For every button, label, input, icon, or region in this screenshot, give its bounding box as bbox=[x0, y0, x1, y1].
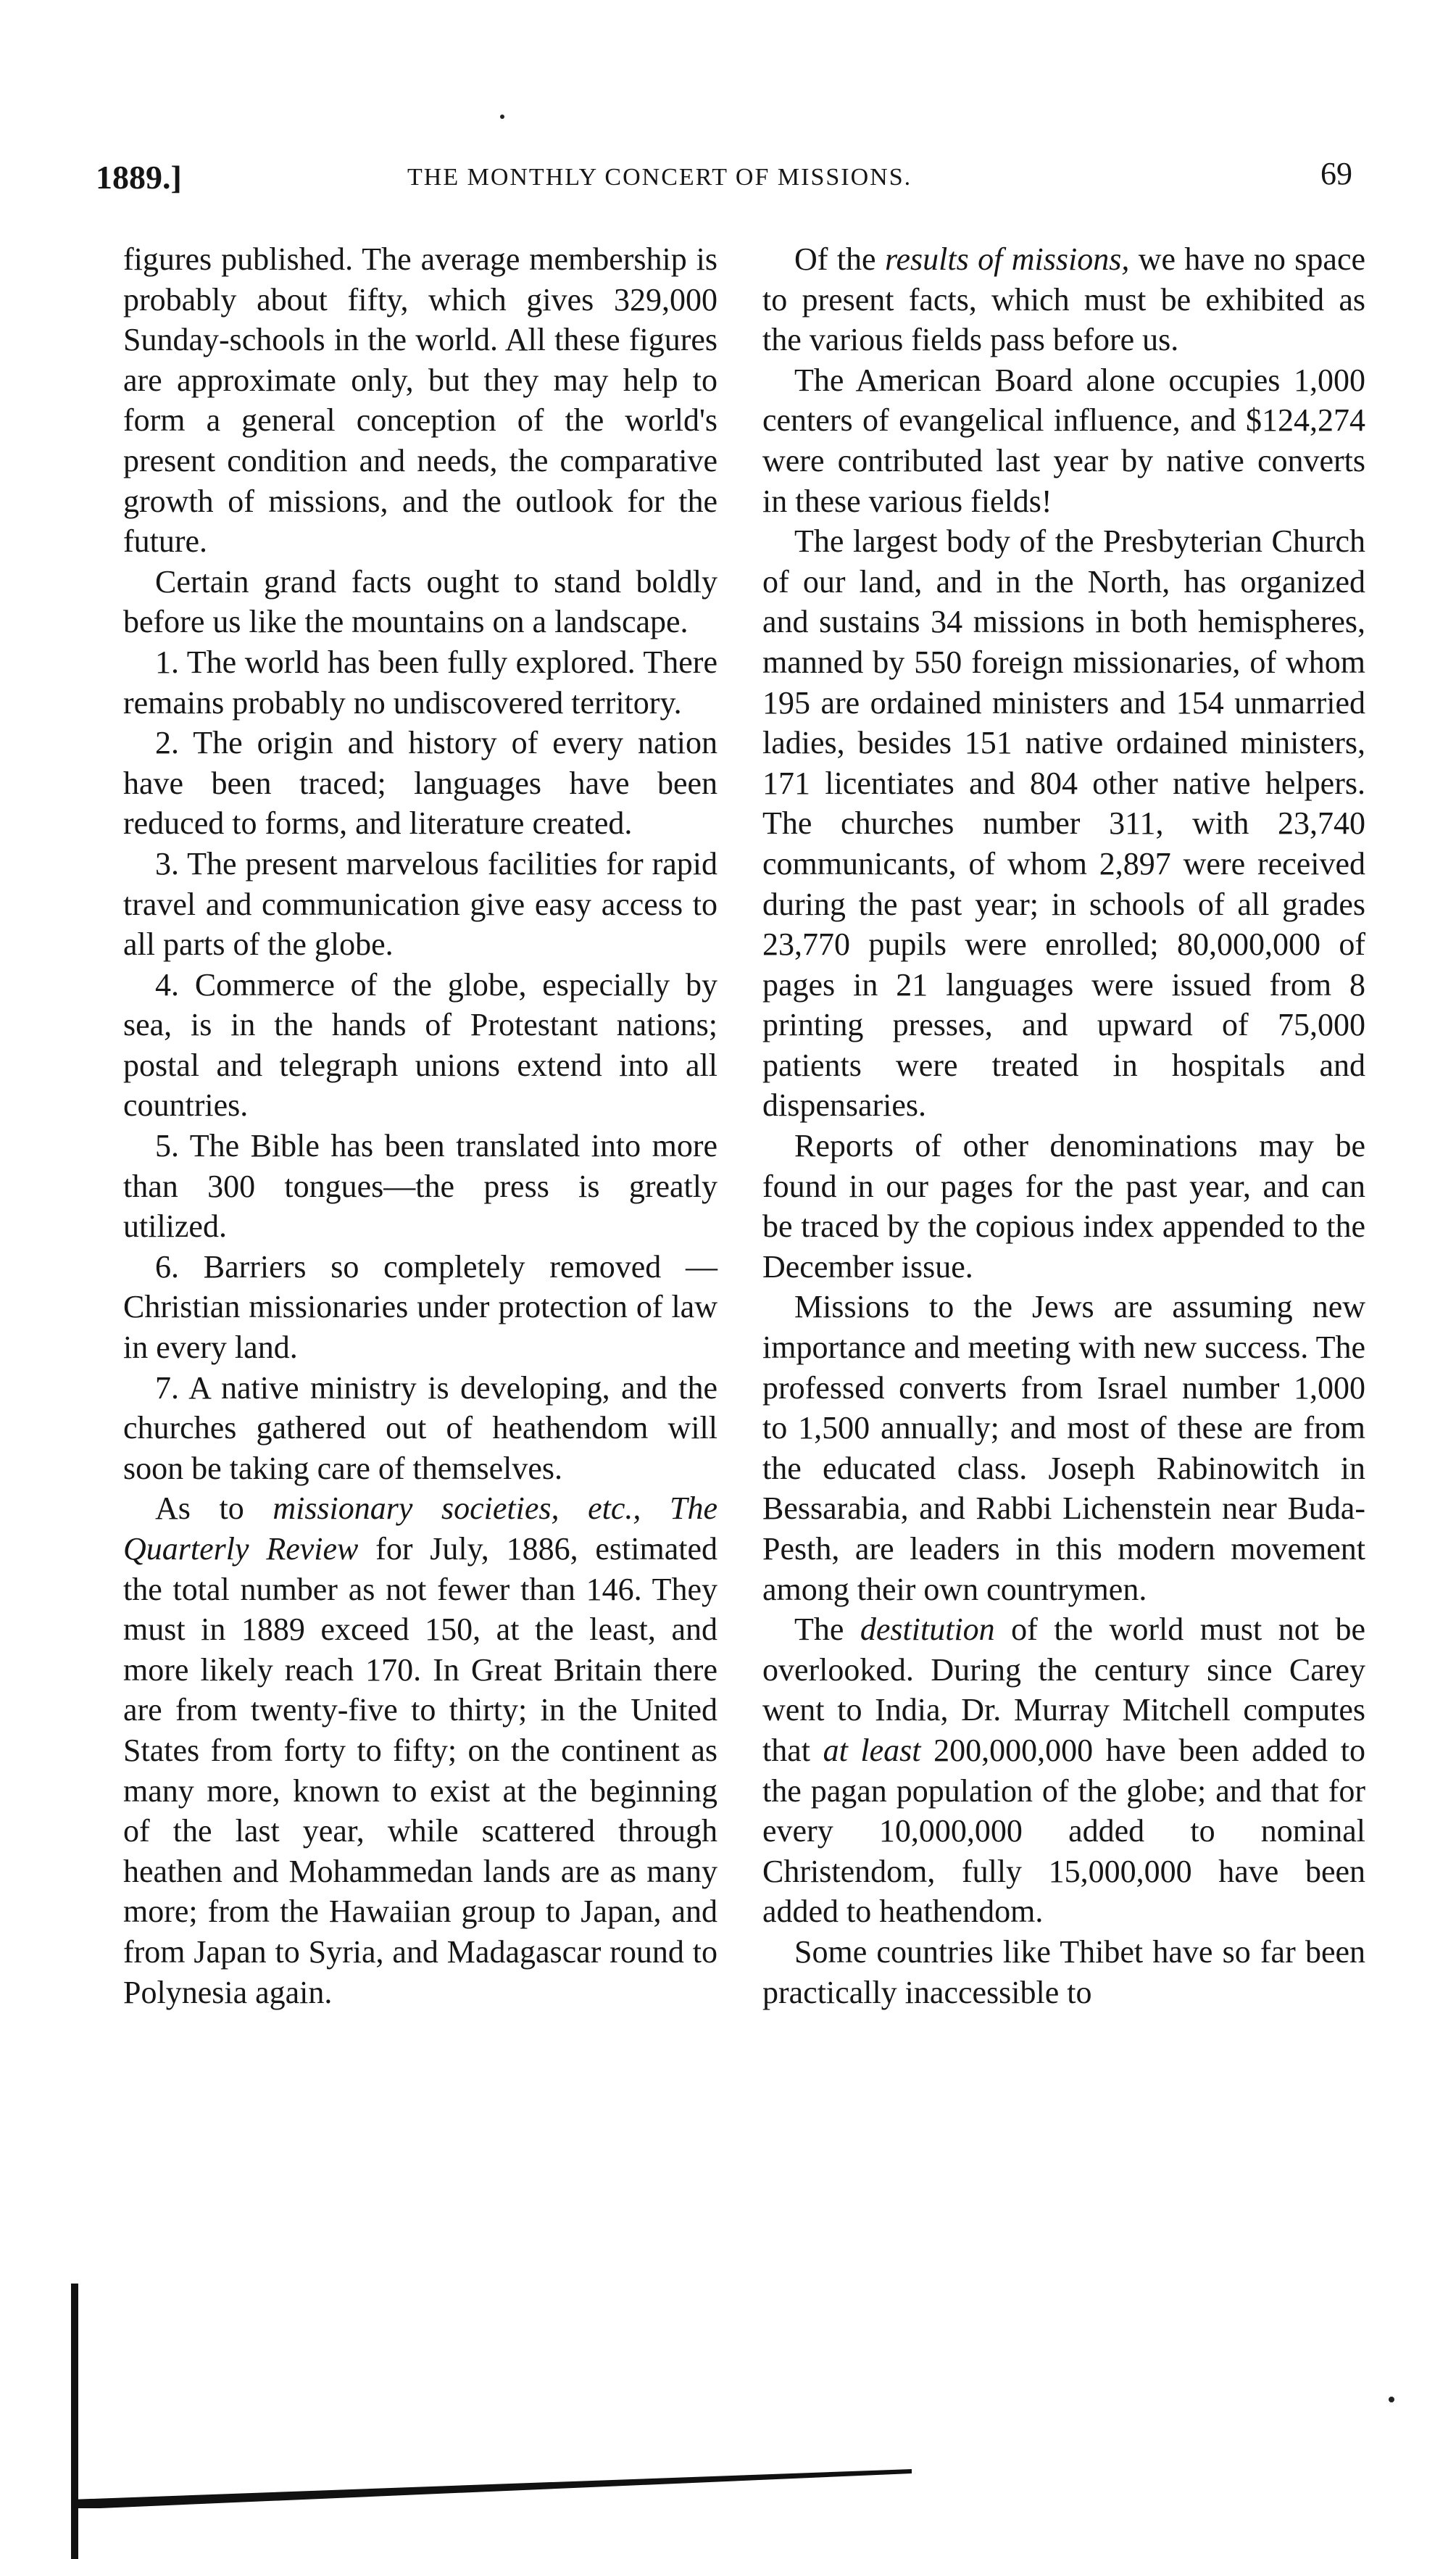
destitution-emphasis: destitution bbox=[860, 1612, 995, 1648]
list-item-7: 7. A native ministry is developing, and the churches gathered out of heathendom will soon be taking care of themselves. bbox=[123, 1369, 717, 1486]
scan-edge-bottom-rule bbox=[71, 2465, 912, 2508]
list-item-5: 5. The Bible has been translated into more than 300 tongues—the press is greatly utilized. bbox=[123, 1128, 717, 1245]
right-paragraph-destitution bbox=[762, 1609, 1365, 1932]
header-year: 1889.] bbox=[96, 159, 182, 196]
right-paragraph-american-board: The American Board alone occupies 1,000 centers of evangelical influence, and $124,274 were contributed last year by native converts in these various fields! bbox=[762, 362, 1365, 519]
destitution-mid: of the world must not be overlooked. During the century since Carey went to India, Dr. Murray Mitchell computes that bbox=[762, 1612, 1366, 1768]
societies-rest: for July, 1886, estimated the total number as not fewer than 146. They must in 1889 exceed 150, at the least, and more likely reach 170. In Great Britain there are from twenty-five to thirty; in the United States from forty to fifty; on the continent as many more, known to exist at the beginning of the last year, while scattered through heathen and Mohammedan lands are as many more; from the Hawaiian group to Japan, and from Japan to Syria, and Madagascar round to Polynesia again. bbox=[123, 1531, 717, 2010]
societies-emphasis: missionary societies, etc., The Quarterly Review bbox=[123, 1490, 717, 1567]
left-paragraph-2: Certain grand facts ought to stand boldly before us like the mountains on a landscape. bbox=[123, 563, 717, 640]
right-paragraph-thibet: Some countries like Thibet have so far been practically inaccessible to bbox=[762, 1933, 1365, 2010]
right-paragraph-jews: Missions to the Jews are assuming new importance and meeting with new success. The professed converts from Israel number 1,000 to 1,500 annually; and most of these are from the educated class. Joseph Rabinowitch in Bessarabia, and Rabbi Lichenstein near Buda-Pesth, are leaders in this modern movement among their own countrymen. bbox=[762, 1289, 1365, 1607]
results-emphasis: results of missions, bbox=[884, 241, 1130, 277]
list-item-2: 2. The origin and history of every nation have been traced; languages have been reduced to forms, and literature created. bbox=[123, 725, 717, 842]
right-paragraph-results bbox=[762, 239, 1365, 360]
left-paragraph-societies bbox=[123, 1488, 717, 2012]
at-least-emphasis: at least bbox=[823, 1732, 921, 1768]
list-item-4: 4. Commerce of the globe, especially by sea, is in the hands of Protestant nations; postal and telegraph unions extend into all countries. bbox=[123, 966, 717, 1124]
societies-lead: As to bbox=[155, 1490, 273, 1527]
running-title: THE MONTHLY CONCERT OF MISSIONS. bbox=[407, 164, 912, 191]
left-column bbox=[123, 239, 717, 2012]
ink-speck-right bbox=[1389, 2397, 1394, 2402]
running-header bbox=[96, 158, 1371, 209]
right-paragraph-presbyterian: The largest body of the Presbyterian Church of our land, and in the North, has organized and sustains 34 missions in both hemispheres, manned by 550 foreign missionaries, of whom 195 are ordained ministers and 154 unmarried ladies, besides 151 native ordained ministers, 171 licentiates and 804 other native helpers. The churches number 311, with 23,740 communicants, of whom 2,897 were received during the past year; in schools of all grades 23,770 pupils were enrolled; 80,000,000 of pages in 21 languages were issued from 8 printing presses, and upward of 75,000 patients were treated in hospitals and dispensaries. bbox=[762, 523, 1365, 1124]
left-paragraph-1: figures published. The average membership is probably about fifty, which gives 329,000 Sunday-schools in the world. All these figures are approximate only, but they may help to form a general conception of the world's present condition and needs, the comparative growth of missions, and the outlook for the future. bbox=[123, 241, 717, 560]
results-lead: Of the bbox=[794, 241, 885, 277]
list-item-1: 1. The world has been fully explored. There remains probably no undiscovered territory. bbox=[123, 644, 717, 721]
results-rest: we have no space to present facts, which must be exhibited as the various fields pass before us. bbox=[762, 241, 1365, 358]
list-item-3: 3. The present marvelous facilities for rapid travel and communication give easy access to all parts of the globe. bbox=[123, 845, 717, 963]
ink-speck-top bbox=[500, 115, 504, 119]
destitution-rest: 200,000,000 have been added to the pagan population of the globe; and that for every 10,000,000 added to nominal Christendom, fully 15,000,000 have been added to heathendom. bbox=[762, 1732, 1366, 1930]
right-paragraph-reports: Reports of other denominations may be found in our pages for the past year, and can be traced by the copious index appended to the December issue. bbox=[762, 1128, 1365, 1285]
destitution-lead: The bbox=[794, 1612, 860, 1648]
scan-edge-left-rule bbox=[71, 2284, 78, 2559]
list-item-6: 6. Barriers so completely removed —Christian missionaries under protection of law in every land. bbox=[123, 1248, 717, 1366]
page-number: 69 bbox=[1320, 156, 1352, 191]
right-column bbox=[762, 239, 1365, 2012]
